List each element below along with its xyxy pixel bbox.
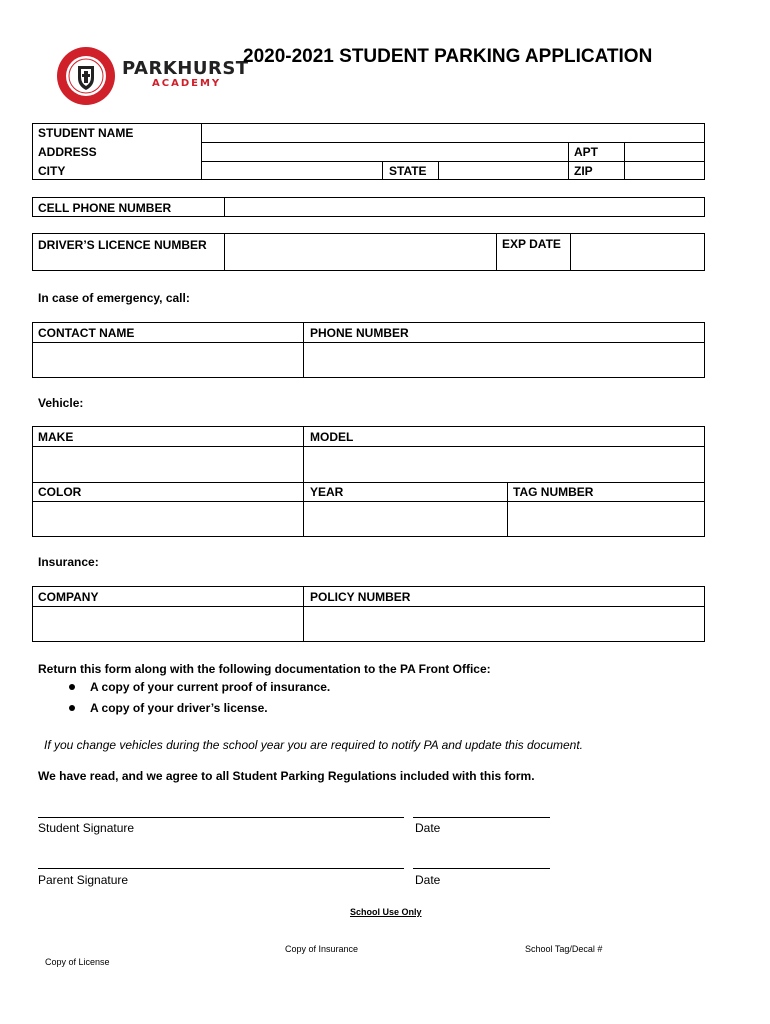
city-field[interactable] <box>202 162 382 180</box>
bullet-icon <box>69 684 75 690</box>
cell-phone-field[interactable] <box>225 198 704 216</box>
copy-of-insurance-label: Copy of Insurance <box>285 944 359 954</box>
copy-of-license-label: Copy of License <box>45 957 110 967</box>
contact-name-label: CONTACT NAME <box>38 326 135 340</box>
model-label: MODEL <box>310 430 354 444</box>
emergency-phone-label: PHONE NUMBER <box>310 326 409 340</box>
student-name-field[interactable] <box>202 124 704 142</box>
bullet-icon <box>69 705 75 711</box>
logo-name: PARKHURST <box>122 58 249 79</box>
school-tag-label: School Tag/Decal # <box>525 944 603 954</box>
license-field[interactable] <box>225 234 496 270</box>
exp-date-field[interactable] <box>571 234 704 270</box>
year-label: YEAR <box>310 485 344 499</box>
agreement-statement: We have read, and we agree to all Student Parking Regulations included with this form. <box>38 769 535 783</box>
apt-label: APT <box>574 145 598 159</box>
tag-number-label: TAG NUMBER <box>513 485 594 499</box>
apt-field[interactable] <box>625 143 704 161</box>
zip-field[interactable] <box>625 162 704 180</box>
student-name-label: STUDENT NAME <box>38 126 134 140</box>
address-label: ADDRESS <box>38 145 97 159</box>
make-label: MAKE <box>38 430 74 444</box>
emergency-heading: In case of emergency, call: <box>38 291 190 305</box>
cell-phone-label: CELL PHONE NUMBER <box>38 201 172 215</box>
color-label: COLOR <box>38 485 82 499</box>
instruction-item-license: A copy of your driver’s license. <box>90 701 268 715</box>
student-date-line[interactable] <box>413 817 550 818</box>
policy-number-label: POLICY NUMBER <box>310 590 411 604</box>
make-field[interactable] <box>33 447 303 482</box>
company-field[interactable] <box>33 607 303 641</box>
color-field[interactable] <box>33 502 303 536</box>
year-field[interactable] <box>304 502 507 536</box>
insurance-heading: Insurance: <box>38 555 99 569</box>
state-field[interactable] <box>439 162 568 180</box>
contact-name-field[interactable] <box>33 343 303 377</box>
city-label: CITY <box>38 164 66 178</box>
student-date-label: Date <box>415 821 441 835</box>
policy-number-field[interactable] <box>304 607 704 641</box>
state-label: STATE <box>389 164 427 178</box>
address-field[interactable] <box>202 143 568 161</box>
vehicle-heading: Vehicle: <box>38 396 84 410</box>
parent-date-label: Date <box>415 873 441 887</box>
parent-signature-line[interactable] <box>38 868 404 869</box>
tag-number-field[interactable] <box>508 502 704 536</box>
logo-subname: ACADEMY <box>152 78 222 89</box>
return-instructions: Return this form along with the following documentation to the PA Front Office: <box>38 662 491 676</box>
exp-date-label: EXP DATE <box>502 237 561 251</box>
school-logo <box>56 44 249 108</box>
company-label: COMPANY <box>38 590 99 604</box>
student-signature-label: Student Signature <box>38 821 135 835</box>
school-use-heading: School Use Only <box>350 907 422 917</box>
license-label: DRIVER’S LICENCE NUMBER <box>38 238 207 252</box>
instruction-item-insurance: A copy of your current proof of insurance. <box>90 680 331 694</box>
vehicle-change-notice: If you change vehicles during the school year you are required to notify PA and update this document. <box>44 738 583 752</box>
student-signature-line[interactable] <box>38 817 404 818</box>
zip-label: ZIP <box>574 164 593 178</box>
emergency-phone-field[interactable] <box>304 343 704 377</box>
page-title: 2020-2021 STUDENT PARKING APPLICATION <box>243 46 653 67</box>
parent-date-line[interactable] <box>413 868 550 869</box>
parent-signature-label: Parent Signature <box>38 873 129 887</box>
model-field[interactable] <box>304 447 704 482</box>
